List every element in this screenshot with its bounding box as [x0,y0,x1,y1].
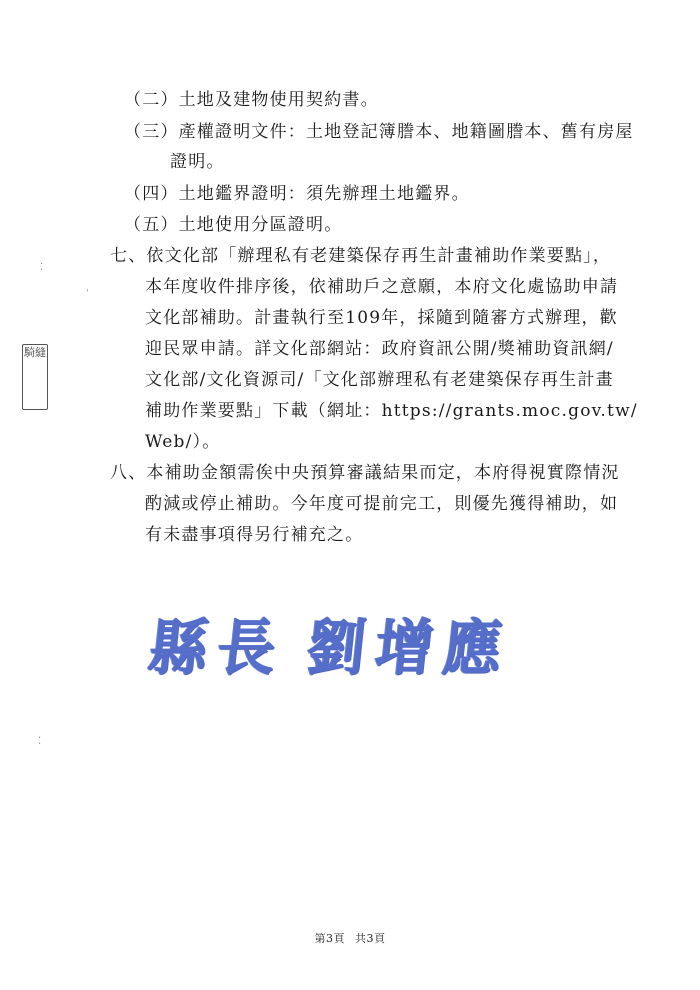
signature-name: 劉增應 [303,611,516,683]
page-footer [0,930,700,946]
doc-item-5: （五）土地使用分區證明。 [124,215,343,235]
scan-mark: ⁚ [40,262,44,273]
doc-item-3-cont: 證明。 [170,152,225,172]
doc-section-7-line-3: 文化部補助。計畫執行至109年，採隨到隨審方式辦理，歡 [145,308,618,328]
doc-section-7-line-4: 迎民眾申請。詳文化部網站：政府資訊公開/獎補助資訊網/ [145,339,614,359]
doc-section-7: 七、依文化部「辦理私有老建築保存再生計畫補助作業要點」， [110,246,612,266]
doc-section-8: 八、本補助金額需俟中央預算審議結果而定，本府得視實際情況 [110,463,620,483]
doc-section-7-line-2: 本年度收件排序後，依補助戶之意願，本府文化處協助申請 [145,277,619,297]
side-seal-stamp: 騎縫 [22,344,48,410]
doc-item-3: （三）產權證明文件：土地登記簿謄本、地籍圖謄本、舊有房屋 [124,122,634,142]
signature-title: 縣長 [145,611,290,683]
doc-item-2: （二）土地及建物使用契約書。 [124,90,379,110]
scan-mark: ⁚ [38,736,42,747]
doc-section-8-line-2: 酌減或停止補助。今年度可提前完工，則優先獲得補助，如 [145,494,619,514]
signature-stamp [145,598,516,686]
doc-section-7-line-7: Web/）。 [145,432,221,452]
page-total: 共3頁 [355,932,386,945]
doc-section-7-line-5: 文化部/文化資源司/「文化部辦理私有老建築保存再生計畫 [145,370,614,390]
doc-section-8-line-3: 有未盡事項得另行補充之。 [145,525,364,545]
scan-mark: ˌ [86,282,89,293]
doc-item-4: （四）土地鑑界證明：須先辦理土地鑑界。 [124,184,470,204]
doc-section-7-line-6: 補助作業要點」下載（網址：https://grants.moc.gov.tw/ [145,401,638,421]
page-number: 第3頁 [314,932,345,945]
